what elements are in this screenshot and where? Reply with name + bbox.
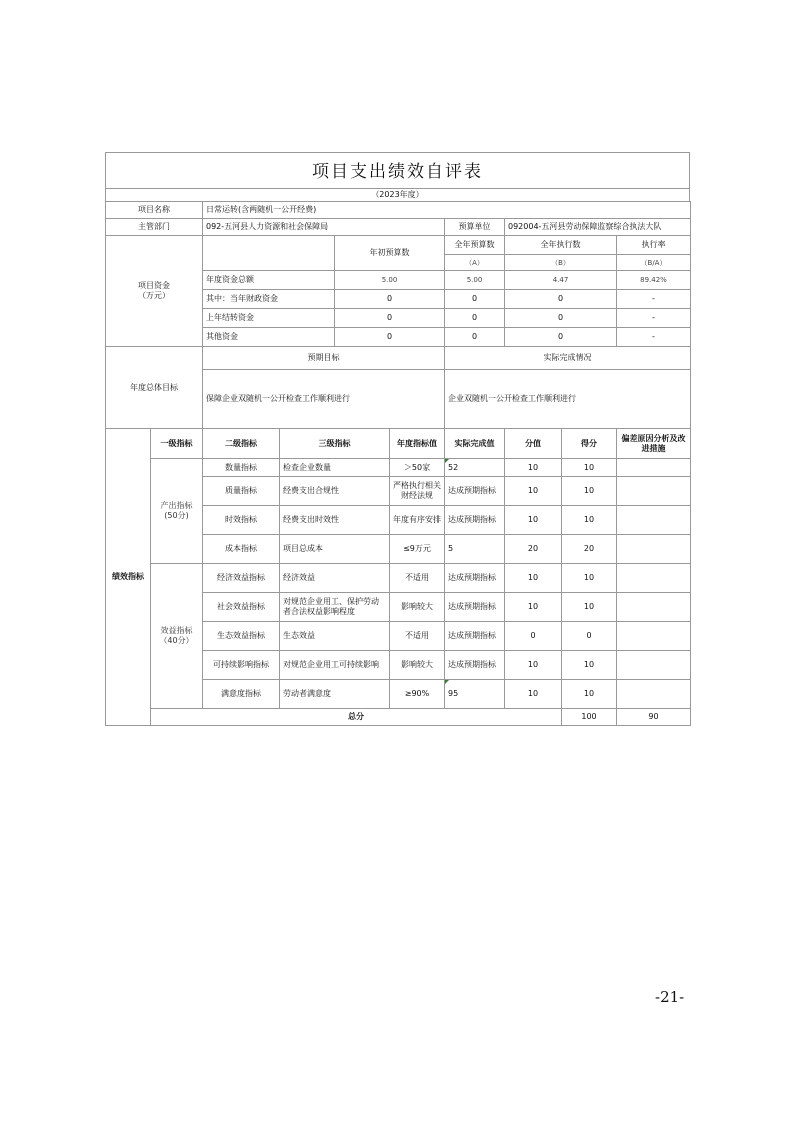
indicator-reason	[617, 535, 691, 564]
indicator-target: ≤9万元	[390, 535, 445, 564]
indicator-reason	[617, 651, 691, 680]
indicator-actual: 5	[445, 535, 505, 564]
indicator-got: 10	[562, 593, 617, 622]
indicator-target: 年度有序安排	[390, 506, 445, 535]
indicator-l2: 经济效益指标	[203, 564, 280, 593]
header-actual: 实际完成值	[445, 429, 505, 459]
actual-goal: 企业双随机一公开检查工作顺利进行	[445, 370, 691, 429]
project-name-label: 项目名称	[106, 202, 203, 219]
header-l1: 一级指标	[151, 429, 203, 459]
indicator-score: 10	[505, 651, 562, 680]
indicator-l2: 数量指标	[203, 459, 280, 477]
indicator-l2: 时效指标	[203, 506, 280, 535]
expected-goal: 保障企业双随机一公开检查工作顺利进行	[203, 370, 445, 429]
indicator-l3: 检查企业数量	[280, 459, 390, 477]
indicator-actual: 达成预期指标	[445, 651, 505, 680]
indicator-actual: 达成预期指标	[445, 477, 505, 506]
sub-b: （B）	[505, 255, 617, 271]
indicator-got: 10	[562, 506, 617, 535]
sub-ba: （B/A）	[617, 255, 691, 271]
total-got: 90	[617, 709, 691, 726]
indicator-got: 10	[562, 651, 617, 680]
indicator-target: 影响较大	[390, 651, 445, 680]
indicators-section-label: 绩效指标	[106, 429, 151, 726]
evaluation-table	[105, 201, 691, 726]
fund-row-label: 年度资金总额	[203, 271, 335, 290]
indicator-l3: 经济效益	[280, 564, 390, 593]
actual-goal-head: 实际完成情况	[445, 347, 691, 370]
indicator-score: 10	[505, 564, 562, 593]
indicator-got: 10	[562, 680, 617, 709]
indicator-l2: 生态效益指标	[203, 622, 280, 651]
head-exec: 全年执行数	[505, 236, 617, 255]
indicator-score: 10	[505, 477, 562, 506]
fund-row-initial: 5.00	[335, 271, 445, 290]
indicator-actual: 达成预期指标	[445, 593, 505, 622]
header-got: 得分	[562, 429, 617, 459]
goals-label: 年度总体目标	[106, 347, 203, 429]
indicator-actual: 52	[445, 459, 505, 477]
indicator-l2: 成本指标	[203, 535, 280, 564]
header-reason: 偏差原因分析及改进措施	[617, 429, 691, 459]
indicator-l2: 可持续影响指标	[203, 651, 280, 680]
funds-label: 项目资金 （万元）	[106, 236, 203, 347]
indicator-target: 严格执行相关财经法规	[390, 477, 445, 506]
indicator-score: 10	[505, 506, 562, 535]
indicator-l3: 对规范企业用工、保护劳动者合法权益影响程度	[280, 593, 390, 622]
fund-row-exec: 0	[505, 290, 617, 309]
indicator-reason	[617, 680, 691, 709]
indicator-got: 0	[562, 622, 617, 651]
indicator-score: 10	[505, 459, 562, 477]
page-number: -21-	[655, 988, 685, 1006]
indicator-score: 0	[505, 622, 562, 651]
fund-row-full: 0	[445, 328, 505, 347]
indicator-target: ＞50家	[390, 459, 445, 477]
sub-a: （A）	[445, 255, 505, 271]
fund-row-full: 0	[445, 309, 505, 328]
indicator-l2: 满意度指标	[203, 680, 280, 709]
indicator-reason	[617, 477, 691, 506]
fund-row-exec: 4.47	[505, 271, 617, 290]
fund-row-initial: 0	[335, 328, 445, 347]
indicator-got: 10	[562, 459, 617, 477]
dept-value: 092-五河县人力资源和社会保障局	[203, 219, 445, 236]
fund-row-full: 5.00	[445, 271, 505, 290]
indicator-got: 20	[562, 535, 617, 564]
fund-row-initial: 0	[335, 309, 445, 328]
indicator-l3: 对规范企业用工可持续影响	[280, 651, 390, 680]
group-benefit-label: 效益指标 （40分）	[151, 564, 203, 709]
indicator-l3: 经费支出合规性	[280, 477, 390, 506]
indicator-score: 20	[505, 535, 562, 564]
indicator-score: 10	[505, 593, 562, 622]
dept-label: 主管部门	[106, 219, 203, 236]
header-l3: 三级指标	[280, 429, 390, 459]
indicator-l3: 经费支出时效性	[280, 506, 390, 535]
indicator-reason	[617, 506, 691, 535]
indicator-actual: 达成预期指标	[445, 564, 505, 593]
fund-row-exec: 0	[505, 328, 617, 347]
fund-row-rate: -	[617, 309, 691, 328]
header-l2: 二级指标	[203, 429, 280, 459]
indicator-l3: 项目总成本	[280, 535, 390, 564]
indicator-got: 10	[562, 564, 617, 593]
indicator-reason	[617, 622, 691, 651]
head-full-budget: 全年预算数	[445, 236, 505, 255]
fund-row-full: 0	[445, 290, 505, 309]
head-rate: 执行率	[617, 236, 691, 255]
expected-goal-head: 预期目标	[203, 347, 445, 370]
page-title: 项目支出绩效自评表	[105, 152, 690, 188]
indicator-actual: 达成预期指标	[445, 506, 505, 535]
fund-row-exec: 0	[505, 309, 617, 328]
fund-row-label: 上年结转资金	[203, 309, 335, 328]
header-score: 分值	[505, 429, 562, 459]
indicator-l2: 社会效益指标	[203, 593, 280, 622]
year-label: （2023年度）	[105, 188, 690, 201]
indicator-reason	[617, 593, 691, 622]
indicator-reason	[617, 564, 691, 593]
fund-row-label: 其他资金	[203, 328, 335, 347]
fund-row-rate: 89.42%	[617, 271, 691, 290]
group-output-label: 产出指标(50分)	[151, 459, 203, 564]
indicator-l2: 质量指标	[203, 477, 280, 506]
indicator-got: 10	[562, 477, 617, 506]
header-target: 年度指标值	[390, 429, 445, 459]
project-name: 日常运转(含两随机一公开经费)	[203, 202, 691, 219]
indicator-reason	[617, 459, 691, 477]
fund-row-label: 其中：当年财政资金	[203, 290, 335, 309]
unit-value: 092004-五河县劳动保障监察综合执法大队	[505, 219, 691, 236]
total-score: 100	[562, 709, 617, 726]
fund-row-initial: 0	[335, 290, 445, 309]
indicator-actual: 达成预期指标	[445, 622, 505, 651]
unit-label: 预算单位	[445, 219, 505, 236]
fund-row-rate: -	[617, 290, 691, 309]
evaluation-sheet	[105, 152, 690, 726]
total-label: 总分	[151, 709, 562, 726]
head-initial-budget: 年初预算数	[335, 236, 445, 271]
indicator-target: ≥90%	[390, 680, 445, 709]
indicator-score: 10	[505, 680, 562, 709]
indicator-l3: 劳动者满意度	[280, 680, 390, 709]
indicator-target: 影响较大	[390, 593, 445, 622]
indicator-target: 不适用	[390, 622, 445, 651]
indicator-actual: 95	[445, 680, 505, 709]
indicator-l3: 生态效益	[280, 622, 390, 651]
fund-row-rate: -	[617, 328, 691, 347]
funds-blank-cell	[203, 236, 335, 271]
indicator-target: 不适用	[390, 564, 445, 593]
